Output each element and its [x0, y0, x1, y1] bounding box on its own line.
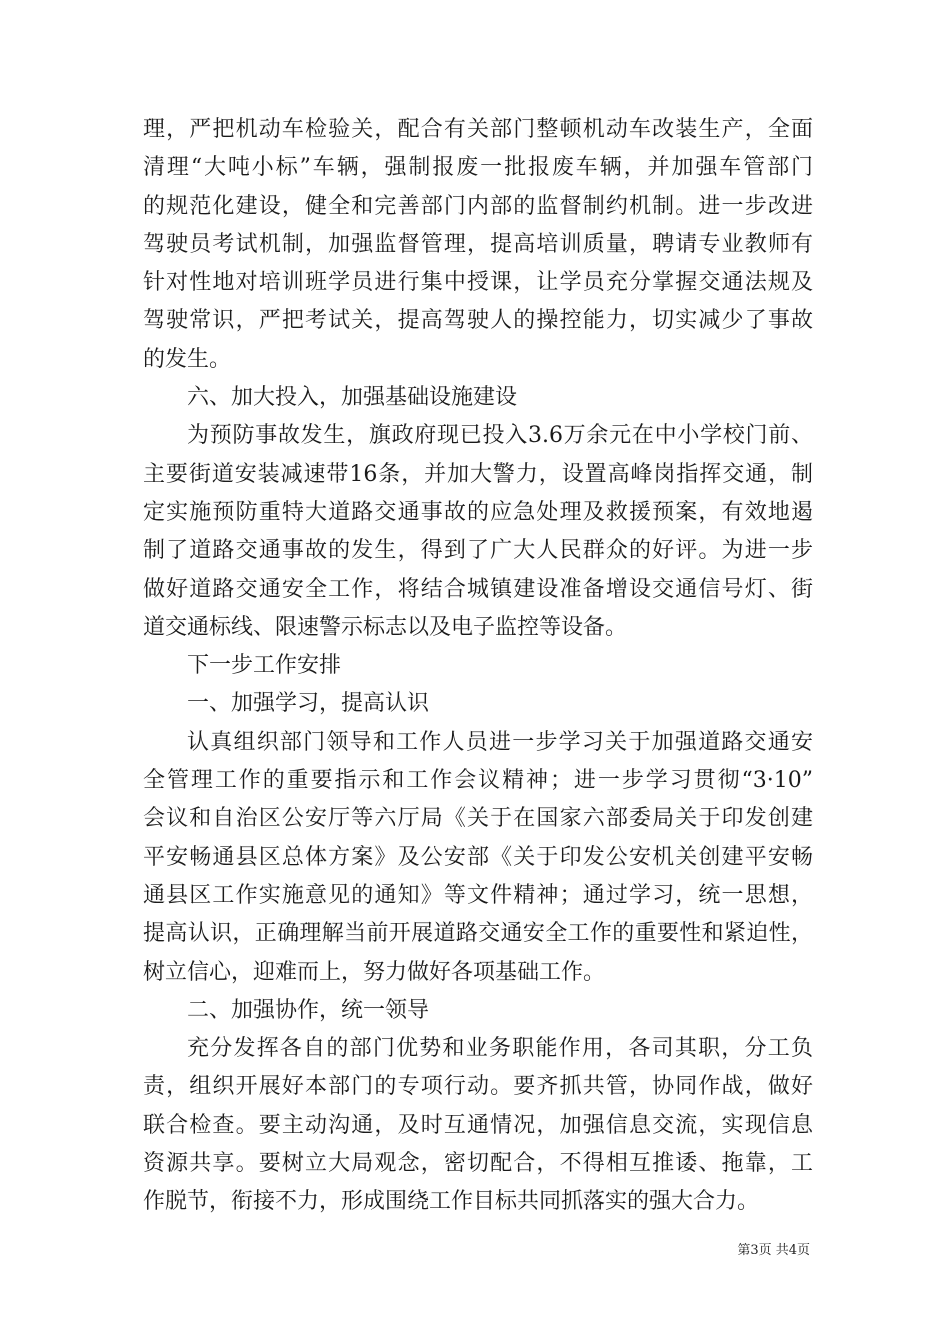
text-line: 的规范化建设，健全和完善部门内部的监督制约机制。进一步改进	[143, 193, 813, 219]
text-line: 全管理工作的重要指示和工作会议精神；进一步学习贯彻“3·10”	[143, 768, 813, 794]
text-line: 联合检查。要主动沟通，及时互通情况，加强信息交流，实现信息	[143, 1112, 813, 1138]
text-line: 制了道路交通事故的发生，得到了广大人民群众的好评。为进一步	[143, 538, 813, 564]
text-line: 下一步工作安排	[187, 653, 342, 679]
text-line: 理，严把机动车检验关，配合有关部门整顿机动车改装生产，全面	[143, 117, 813, 142]
text-line: 主要街道安装减速带16条，并加大警力，设置高峰岗指挥交通，制	[143, 461, 813, 487]
text-line: 提高认识，正确理解当前开展道路交通安全工作的重要性和紧迫性，	[143, 921, 813, 947]
text-line: 通县区工作实施意见的通知》等文件精神；通过学习，统一思想，	[143, 882, 813, 908]
text-line: 资源共享。要树立大局观念，密切配合，不得相互推诿、拖靠，工	[143, 1151, 813, 1177]
text-line: 驾驶常识，严把考试关，提高驾驶人的操控能力，切实减少了事故	[143, 308, 813, 334]
text-line: 道交通标线、限速警示标志以及电子监控等设备。	[143, 614, 628, 640]
text-line: 六、加大投入，加强基础设施建设	[187, 385, 518, 411]
text-line: 树立信心，迎难而上，努力做好各项基础工作。	[143, 959, 606, 985]
text-line: 为预防事故发生，旗政府现已投入3.6万余元在中小学校门前、	[187, 423, 813, 449]
text-line: 充分发挥各自的部门优势和业务职能作用，各司其职，分工负	[187, 1036, 813, 1062]
text-line: 的发生。	[143, 346, 232, 372]
text-line: 清理“大吨小标”车辆，强制报废一批报废车辆，并加强车管部门	[143, 155, 813, 181]
text-line: 认真组织部门领导和工作人员进一步学习关于加强道路交通安	[187, 729, 813, 755]
text-line: 一、加强学习，提高认识	[187, 691, 430, 717]
page-number: 第3页 共4页	[737, 1243, 810, 1258]
text-line: 定实施预防重特大道路交通事故的应急处理及救援预案，有效地遏	[143, 499, 813, 525]
text-line: 作脱节，衔接不力，形成围绕工作目标共同抓落实的强大合力。	[143, 1189, 760, 1215]
text-line: 二、加强协作，统一领导	[187, 997, 430, 1023]
document-body	[143, 111, 813, 1222]
text-line: 驾驶员考试机制，加强监督管理，提高培训质量，聘请专业教师有	[143, 231, 813, 257]
text-line: 平安畅通县区总体方案》及公安部《关于印发公安机关创建平安畅	[143, 844, 813, 870]
text-line: 会议和自治区公安厅等六厅局《关于在国家六部委局关于印发创建	[143, 806, 813, 832]
text-line: 做好道路交通安全工作，将结合城镇建设准备增设交通信号灯、街	[143, 576, 813, 602]
text-line: 针对性地对培训班学员进行集中授课，让学员充分掌握交通法规及	[143, 270, 813, 296]
text-line: 责，组织开展好本部门的专项行动。要齐抓共管，协同作战，做好	[143, 1074, 813, 1100]
